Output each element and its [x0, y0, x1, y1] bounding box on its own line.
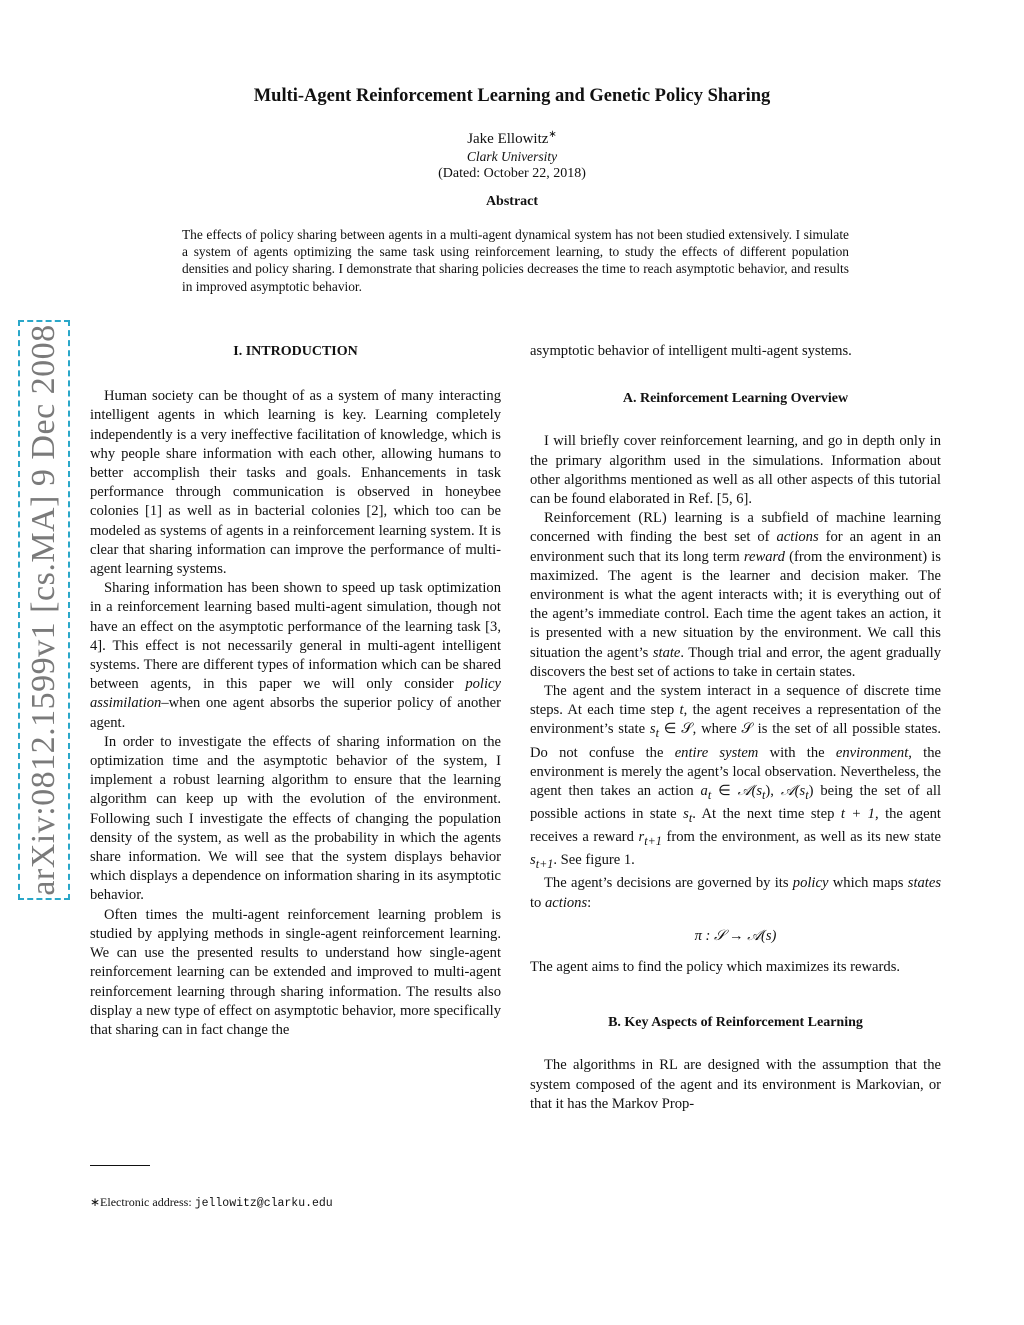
subsection-heading-rl-overview: A. Reinforcement Learning Overview: [622, 391, 849, 407]
intro-paragraph-4-continued: asymptotic behavior of intelligent multi-agent systems.: [530, 343, 852, 359]
affiliation: Clark University: [466, 149, 558, 164]
author-line: [0, 129, 1024, 148]
rl-paragraph-1: I will briefly cover reinforcement learning, and go in depth only in the primary algorithm used in the simulations. Information about other algorithms mentioned as well as all other aspects of this tutorial can be found elaborated in Ref. [5, 6].: [530, 433, 941, 508]
rl-paragraph-5: The agent aims to find the policy which maximizes its rewards.: [530, 959, 901, 976]
author-footnote-mark: ∗: [548, 129, 557, 140]
date-line: (Dated: October 22, 2018): [438, 166, 586, 181]
footnote-rule: [90, 1165, 150, 1166]
footnote-email-link[interactable]: jellowitz@clarku.edu: [194, 1197, 333, 1210]
intro-paragraph-2: Sharing information has been shown to speed up task optimization in a reinforcement learning based multi-agent simulation, though not have an effect on the asymptotic performance of the learning task [3, 4]. This effect is not necessarily general in multi-agent intelligent systems. There are different types of information which can be shared between agents, in this paper we will only consider policy assimilation–when one agent absorbs the superior policy of another agent.: [90, 580, 501, 731]
rl-paragraph-4: The agent’s decisions are governed by its policy which maps states to actions:: [530, 875, 942, 911]
paper-title: Multi-Agent Reinforcement Learning and Genetic Policy Sharing: [253, 86, 771, 106]
subsection-heading-key-aspects: B. Key Aspects of Reinforcement Learning: [608, 1015, 863, 1031]
abstract-text: The effects of policy sharing between agents in a multi-agent dynamical system has not been studied extensively. I simulate a system of agents optimizing the same task using reinforcement learning, to study the effects of different population densities and policy sharing. I demonstrate that sharing policies decreases the time to reach asymptotic behavior, and results in improved asymptotic behavior.: [182, 227, 849, 294]
intro-paragraph-4: Often times the multi-agent reinforcement learning problem is studied by applying methods in single-agent reinforcement learning. We can use the presented results to understand how single-agent reinforcement learning can be extended and improved to multi-agent reinforcement learning through sharing information. The results also display a new type of effect on asymptotic behavior, more specifically that sharing can in fact change the: [90, 906, 501, 1038]
rl-paragraph-2: Reinforcement (RL) learning is a subfield of machine learning concerned with finding the best set of actions for an agent in an environment such that its long term reward (from the environment) is maximized. The agent is the learner and decision maker. The environment is what the agent interacts with; it is everything out of the agent’s immediate control. Each time the agent takes an action, it is presented with a new situation by the environment. We call this situation the agent’s state. Though trial and error, the agent gradually discovers the best set of actions to take in certain states.: [530, 510, 941, 680]
policy-equation: π : 𝒮 → 𝒜(s): [694, 927, 777, 944]
arxiv-stamp: [18, 320, 70, 900]
intro-paragraph-3: In order to investigate the effects of sharing information on the optimization time and the asymptotic behavior of the system, I implement a robust learning algorithm to ensure that the learning algorithm can keep up with the evolution of the environment. Following such I investigate the effects of changing the population density of the system, as well as the probability in which the agents share information. We will see that the system displays behavior which displays a dependence on information sharing in its asymptotic behavior.: [90, 733, 501, 904]
rl-paragraph-3: The agent and the system interact in a sequence of discrete time steps. At each time step t, the agent receives a representation of the environment’s state $s_t$ ∈ 𝒮, where 𝒮 is the set of all possible states. Do not confuse the entire system with the environment, the environment is merely the agent’s local observation. Nevertheless, the agent then takes an action $a_t$ ∈ $𝒜(s_t)$, $𝒜(s_t)$ being the set of all possible actions in state $s_t$. At the next time step t + 1, the agent receives a reward $r_{t+1}$ from the environment, as well as its new state $s_{t+1}$. See figure 1.: [530, 683, 942, 872]
footnote-label: ∗Electronic address:: [90, 1195, 195, 1209]
arxiv-stamp-text: arXiv:0812.1599v1 [cs.MA] 9 Dec 2008: [25, 324, 62, 896]
author-name: Jake Ellowitz: [467, 131, 549, 147]
right-column: [530, 342, 941, 1114]
section-heading-introduction: I. INTRODUCTION: [233, 344, 358, 359]
intro-paragraph-1: Human society can be thought of as a system of many interacting intelligent agents in which learning is key. Learning completely independently is a very ineffective facilitation of knowledge, which is why people share information with each other, allowing humans to better accomplish their tasks and goals. Enhancements in task performance through communication is observed in honeybee colonies [1] as well as in bacterial colonies [2], which too can be modeled as systems of agents in a reinforcement learning system. It is clear that sharing information can improve the performance of multi-agent learning systems.: [90, 388, 501, 578]
footnote: [90, 1195, 333, 1210]
abstract-heading: Abstract: [485, 194, 539, 209]
left-column: [90, 342, 501, 1040]
key-aspects-paragraph-1: The algorithms in RL are designed with the assumption that the system composed of the agent and its environment is Markovian, or that it has the Markov Prop-: [530, 1057, 941, 1112]
